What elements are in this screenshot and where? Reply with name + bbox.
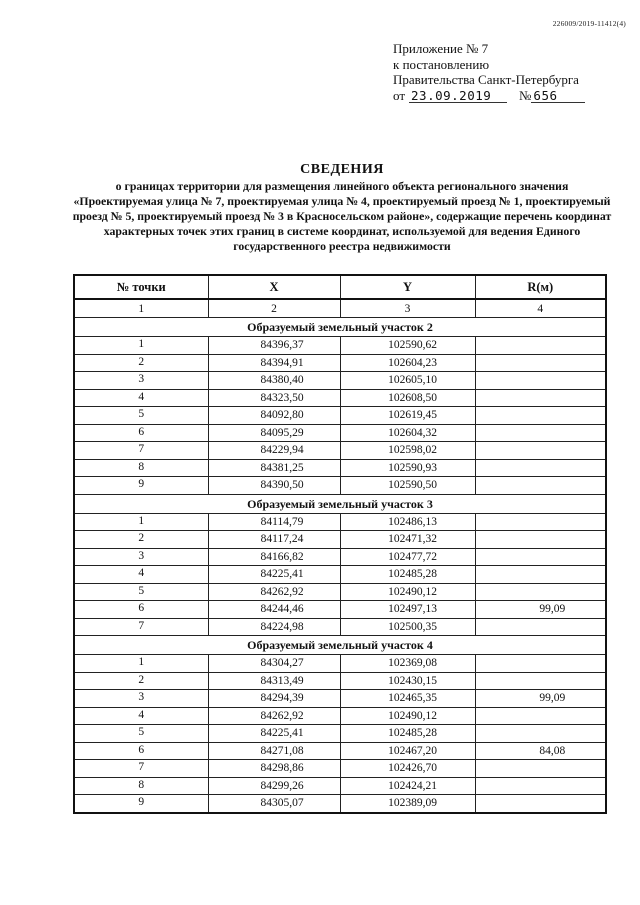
x-coordinate-cell: 84299,26 — [208, 777, 340, 795]
y-coordinate-cell: 102605,10 — [340, 372, 475, 390]
radius-cell — [475, 424, 606, 442]
table-row — [74, 407, 606, 425]
y-coordinate-cell: 102590,62 — [340, 337, 475, 355]
header-x: X — [208, 275, 340, 299]
table-row — [74, 531, 606, 549]
x-coordinate-cell: 84095,29 — [208, 424, 340, 442]
x-coordinate-cell: 84390,50 — [208, 477, 340, 495]
resolution-date: 23.09.2019 — [409, 89, 507, 103]
page-title: СВЕДЕНИЯ — [300, 162, 384, 177]
point-number-cell: 2 — [74, 531, 208, 549]
point-number-cell: 1 — [74, 337, 208, 355]
y-coordinate-cell: 102424,21 — [340, 777, 475, 795]
y-coordinate-cell: 102426,70 — [340, 760, 475, 778]
point-number-cell: 3 — [74, 690, 208, 708]
x-coordinate-cell: 84313,49 — [208, 672, 340, 690]
x-coordinate-cell: 84396,37 — [208, 337, 340, 355]
document-id: 226009/2019-11412(4) — [552, 19, 626, 28]
y-coordinate-cell: 102619,45 — [340, 407, 475, 425]
point-number-cell: 4 — [74, 389, 208, 407]
y-coordinate-cell: 102598,02 — [340, 442, 475, 460]
section-title: Образуемый земельный участок 3 — [74, 494, 606, 513]
header-y: Y — [340, 275, 475, 299]
x-coordinate-cell: 84271,08 — [208, 742, 340, 760]
y-coordinate-cell: 102485,28 — [340, 566, 475, 584]
resolution-number: 656 — [531, 89, 585, 103]
table-row — [74, 760, 606, 778]
page-description: о границах территории для размещения линейного объекта регионального значения «Проектируемая улица № 7, проектируемая улица № 4, проектируемый проезд № 1, проектируемый проезд № 5, проектируемый проезд № 3 в Красносельском районе», содержащие перечень координат характерных точек этих границ в системе координат, используемой для ведения Единого государственного реестра недвижимости — [72, 179, 612, 253]
x-coordinate-cell: 84225,41 — [208, 566, 340, 584]
table-row — [74, 477, 606, 495]
appendix-block — [393, 41, 628, 103]
point-number-cell: 8 — [74, 459, 208, 477]
y-coordinate-cell: 102485,28 — [340, 725, 475, 743]
point-number-cell: 4 — [74, 707, 208, 725]
x-coordinate-cell: 84262,92 — [208, 707, 340, 725]
y-coordinate-cell: 102471,32 — [340, 531, 475, 549]
x-coordinate-cell: 84229,94 — [208, 442, 340, 460]
radius-cell — [475, 725, 606, 743]
table-row — [74, 354, 606, 372]
y-coordinate-cell: 102490,12 — [340, 707, 475, 725]
table-row — [74, 707, 606, 725]
appendix-date-line — [393, 88, 628, 104]
radius-cell — [475, 760, 606, 778]
table-row — [74, 513, 606, 531]
y-coordinate-cell: 102389,09 — [340, 795, 475, 813]
y-coordinate-cell: 102590,50 — [340, 477, 475, 495]
point-number-cell: 5 — [74, 725, 208, 743]
table-row — [74, 618, 606, 636]
appendix-title: Приложение № 7 — [393, 41, 489, 56]
radius-cell — [475, 655, 606, 673]
point-number-cell: 5 — [74, 583, 208, 601]
y-coordinate-cell: 102465,35 — [340, 690, 475, 708]
y-coordinate-cell: 102369,08 — [340, 655, 475, 673]
point-number-cell: 1 — [74, 655, 208, 673]
table-row — [74, 672, 606, 690]
table-row — [74, 795, 606, 813]
x-coordinate-cell: 84304,27 — [208, 655, 340, 673]
radius-cell — [475, 583, 606, 601]
point-number-cell: 4 — [74, 566, 208, 584]
y-coordinate-cell: 102467,20 — [340, 742, 475, 760]
x-coordinate-cell: 84305,07 — [208, 795, 340, 813]
point-number-cell: 3 — [74, 372, 208, 390]
point-number-cell: 2 — [74, 672, 208, 690]
radius-cell — [475, 389, 606, 407]
x-coordinate-cell: 84381,25 — [208, 459, 340, 477]
y-coordinate-cell: 102490,12 — [340, 583, 475, 601]
y-coordinate-cell: 102604,23 — [340, 354, 475, 372]
column-number: 2 — [208, 299, 340, 318]
radius-cell — [475, 354, 606, 372]
y-coordinate-cell: 102477,72 — [340, 548, 475, 566]
point-number-cell: 9 — [74, 795, 208, 813]
table-row — [74, 742, 606, 760]
radius-cell — [475, 513, 606, 531]
radius-cell — [475, 459, 606, 477]
x-coordinate-cell: 84244,46 — [208, 601, 340, 619]
table-row — [74, 424, 606, 442]
point-number-cell: 2 — [74, 354, 208, 372]
y-coordinate-cell: 102590,93 — [340, 459, 475, 477]
radius-cell: 99,09 — [475, 690, 606, 708]
header-point-number: № точки — [74, 275, 208, 299]
table-row — [74, 583, 606, 601]
x-coordinate-cell: 84298,86 — [208, 760, 340, 778]
y-coordinate-cell: 102500,35 — [340, 618, 475, 636]
x-coordinate-cell: 84224,98 — [208, 618, 340, 636]
title-block — [72, 162, 612, 254]
point-number-cell: 6 — [74, 742, 208, 760]
table-row — [74, 337, 606, 355]
radius-cell — [475, 477, 606, 495]
table-row — [74, 442, 606, 460]
x-coordinate-cell: 84092,80 — [208, 407, 340, 425]
table-row — [74, 372, 606, 390]
x-coordinate-cell: 84166,82 — [208, 548, 340, 566]
column-number: 3 — [340, 299, 475, 318]
x-coordinate-cell: 84394,91 — [208, 354, 340, 372]
column-number-row — [74, 299, 606, 318]
table-row — [74, 566, 606, 584]
radius-cell — [475, 707, 606, 725]
table-row — [74, 777, 606, 795]
point-number-cell: 1 — [74, 513, 208, 531]
section-title: Образуемый земельный участок 2 — [74, 318, 606, 337]
table-row — [74, 389, 606, 407]
radius-cell — [475, 672, 606, 690]
radius-cell — [475, 442, 606, 460]
point-number-cell: 6 — [74, 601, 208, 619]
table-row — [74, 725, 606, 743]
x-coordinate-cell: 84294,39 — [208, 690, 340, 708]
table-row — [74, 655, 606, 673]
column-number: 1 — [74, 299, 208, 318]
table-header-row — [74, 275, 606, 299]
x-coordinate-cell: 84380,40 — [208, 372, 340, 390]
table-row — [74, 548, 606, 566]
point-number-cell: 5 — [74, 407, 208, 425]
column-number: 4 — [475, 299, 606, 318]
radius-cell — [475, 795, 606, 813]
radius-cell — [475, 777, 606, 795]
radius-cell: 84,08 — [475, 742, 606, 760]
radius-cell — [475, 337, 606, 355]
section-header-row — [74, 318, 606, 337]
section-header-row — [74, 636, 606, 655]
section-title: Образуемый земельный участок 4 — [74, 636, 606, 655]
point-number-cell: 7 — [74, 618, 208, 636]
radius-cell — [475, 531, 606, 549]
table-row — [74, 690, 606, 708]
point-number-cell: 9 — [74, 477, 208, 495]
radius-cell — [475, 548, 606, 566]
radius-cell — [475, 407, 606, 425]
appendix-authority: Правительства Санкт-Петербурга — [393, 72, 579, 87]
point-number-cell: 7 — [74, 442, 208, 460]
y-coordinate-cell: 102604,32 — [340, 424, 475, 442]
y-coordinate-cell: 102430,15 — [340, 672, 475, 690]
header-radius: R(м) — [475, 275, 606, 299]
radius-cell — [475, 618, 606, 636]
date-prefix: от — [393, 87, 406, 103]
x-coordinate-cell: 84117,24 — [208, 531, 340, 549]
point-number-cell: 3 — [74, 548, 208, 566]
y-coordinate-cell: 102497,13 — [340, 601, 475, 619]
x-coordinate-cell: 84323,50 — [208, 389, 340, 407]
table-row — [74, 601, 606, 619]
x-coordinate-cell: 84225,41 — [208, 725, 340, 743]
coordinates-table — [73, 274, 607, 814]
number-prefix: № — [519, 87, 532, 103]
section-header-row — [74, 494, 606, 513]
y-coordinate-cell: 102486,13 — [340, 513, 475, 531]
x-coordinate-cell: 84262,92 — [208, 583, 340, 601]
y-coordinate-cell: 102608,50 — [340, 389, 475, 407]
point-number-cell: 8 — [74, 777, 208, 795]
table-row — [74, 459, 606, 477]
appendix-reference: к постановлению — [393, 56, 490, 72]
point-number-cell: 6 — [74, 424, 208, 442]
radius-cell — [475, 566, 606, 584]
radius-cell: 99,09 — [475, 601, 606, 619]
point-number-cell: 7 — [74, 760, 208, 778]
x-coordinate-cell: 84114,79 — [208, 513, 340, 531]
radius-cell — [475, 372, 606, 390]
